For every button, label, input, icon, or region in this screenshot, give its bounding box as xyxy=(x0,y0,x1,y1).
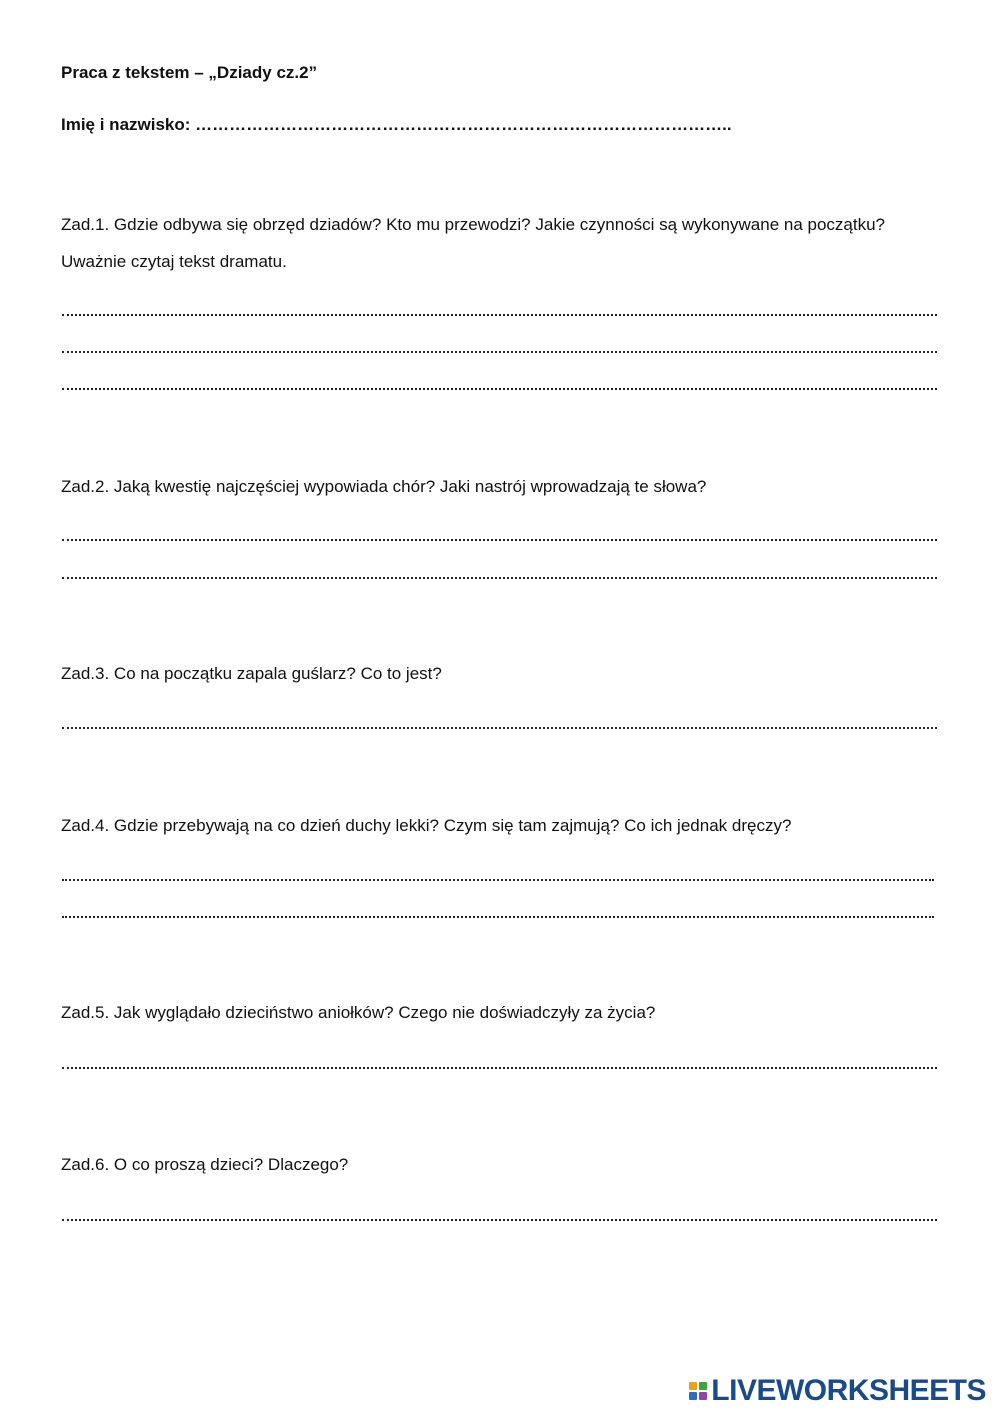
task-3-question-line-1: Zad.3. Co na początku zapala guślarz? Co to jest? xyxy=(61,664,442,683)
task-5-answer-line-1[interactable] xyxy=(62,1067,937,1069)
liveworksheets-logo-text: LIVEWORKSHEETS xyxy=(711,1374,986,1407)
task-1-answer-line-1[interactable] xyxy=(62,314,937,316)
task-6-answer-line-1[interactable] xyxy=(62,1219,937,1221)
task-4-question-line-1: Zad.4. Gdzie przebywają na co dzień duchy lekki? Czym się tam zajmują? Co ich jednak dręczy? xyxy=(61,816,792,835)
logo-square-4 xyxy=(699,1392,707,1400)
task-3-answer-line-1[interactable] xyxy=(62,727,937,729)
task-5-question xyxy=(61,994,941,1031)
task-4-answer-line-1[interactable] xyxy=(62,879,934,881)
task-6-question xyxy=(61,1146,941,1183)
task-1-question xyxy=(61,206,941,280)
task-4-answer-line-2[interactable] xyxy=(62,916,934,918)
task-3-question xyxy=(61,655,941,692)
task-1-question-line-1: Zad.1. Gdzie odbywa się obrzęd dziadów? Kto mu przewodzi? Jakie czynności są wykonywane na początku? xyxy=(61,215,885,234)
task-1-answer-line-2[interactable] xyxy=(62,351,937,353)
task-2-answer-line-1[interactable] xyxy=(62,539,937,541)
task-5-question-line-1: Zad.5. Jak wyglądało dzieciństwo aniołków? Czego nie doświadczyły za życia? xyxy=(61,1003,656,1022)
liveworksheets-logo xyxy=(689,1374,986,1408)
logo-square-3 xyxy=(689,1392,697,1400)
task-1-question-line-2: Uważnie czytaj tekst dramatu. xyxy=(61,252,287,271)
logo-square-1 xyxy=(689,1382,697,1390)
task-2-question xyxy=(61,468,941,505)
logo-square-2 xyxy=(699,1382,707,1390)
task-1-answer-line-3[interactable] xyxy=(62,388,937,390)
name-field-label[interactable]: Imię i nazwisko: ………………………………………………………………………………….. xyxy=(61,115,732,134)
liveworksheets-logo-icon xyxy=(689,1382,707,1400)
task-2-answer-line-2[interactable] xyxy=(62,577,937,579)
task-2-question-line-1: Zad.2. Jaką kwestię najczęściej wypowiada chór? Jaki nastrój wprowadzają te słowa? xyxy=(61,477,707,496)
task-4-question xyxy=(61,807,941,844)
task-6-question-line-1: Zad.6. O co proszą dzieci? Dlaczego? xyxy=(61,1155,349,1174)
worksheet-title: Praca z tekstem – „Dziady cz.2” xyxy=(61,63,318,82)
